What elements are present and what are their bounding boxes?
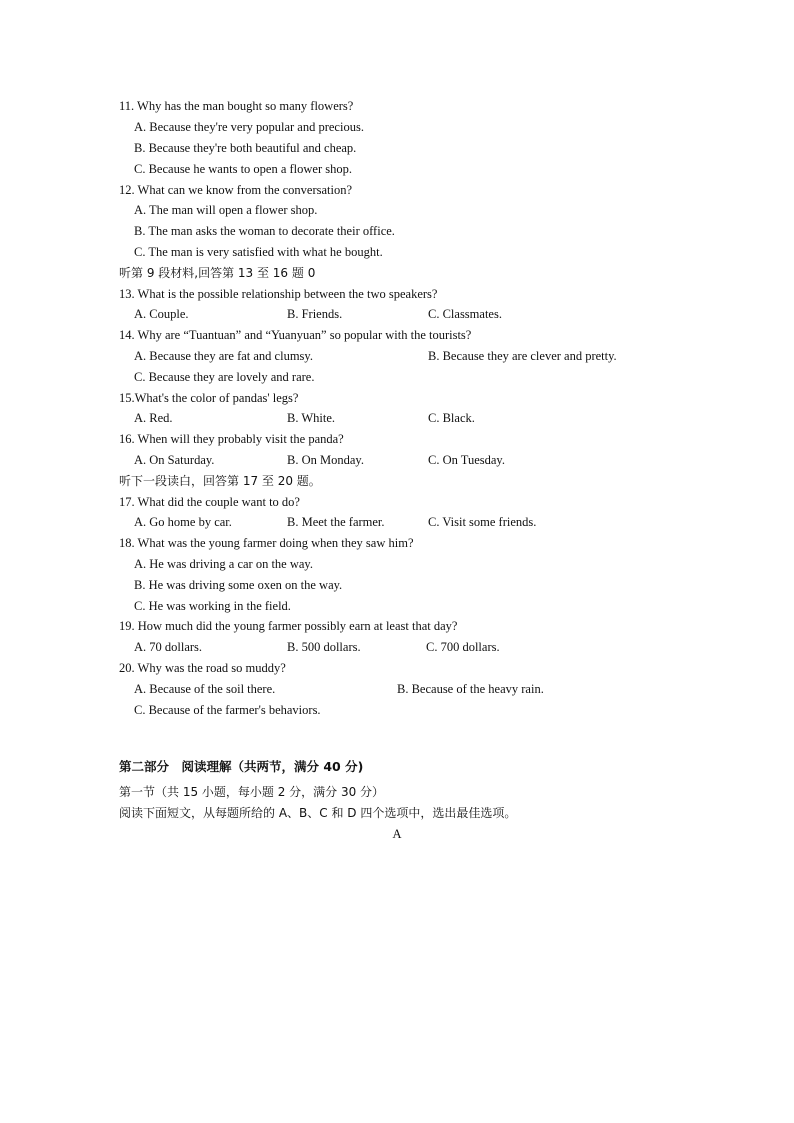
option-12b: B. The man asks the woman to decorate their office. xyxy=(134,224,395,238)
question-20: 20. Why was the road so muddy? xyxy=(119,661,286,675)
option-18c: C. He was working in the field. xyxy=(134,599,291,613)
question-14: 14. Why are “Tuantuan” and “Yuanyuan” so popular with the tourists? xyxy=(119,328,472,342)
option-16c: C. On Tuesday. xyxy=(428,453,505,467)
option-18a: A. He was driving a car on the way. xyxy=(134,557,313,571)
option-17a: A. Go home by car. xyxy=(134,515,232,529)
option-16b: B. On Monday. xyxy=(287,453,364,467)
question-15: 15.What's the color of pandas' legs? xyxy=(119,391,299,405)
option-14b: B. Because they are clever and pretty. xyxy=(428,349,617,363)
option-12c: C. The man is very satisfied with what he bought. xyxy=(134,245,383,259)
option-20b: B. Because of the heavy rain. xyxy=(397,682,544,696)
option-20c: C. Because of the farmer's behaviors. xyxy=(134,703,321,717)
option-11b: B. Because they're both beautiful and cheap. xyxy=(134,141,357,155)
option-20a: A. Because of the soil there. xyxy=(134,682,276,696)
option-17c: C. Visit some friends. xyxy=(428,515,537,529)
question-19: 19. How much did the young farmer possibly earn at least that day? xyxy=(119,619,458,633)
section-2-directions: 阅读下面短文，从每题所给的 A、B、C 和 D 四个选项中，选出最佳选项。 xyxy=(119,806,517,820)
question-11: 11. Why has the man bought so many flowers? xyxy=(119,99,354,113)
option-14a: A. Because they are fat and clumsy. xyxy=(134,349,313,363)
instruction-passage-10: 听下一段读白，回答第 17 至 20 题。 xyxy=(119,474,321,488)
option-13b: B. Friends. xyxy=(287,307,343,321)
question-16: 16. When will they probably visit the panda? xyxy=(119,432,344,446)
option-15c: C. Black. xyxy=(428,411,475,425)
option-13a: A. Couple. xyxy=(134,307,189,321)
option-19b: B. 500 dollars. xyxy=(287,640,361,654)
option-14c: C. Because they are lovely and rare. xyxy=(134,370,315,384)
question-18: 18. What was the young farmer doing when they saw him? xyxy=(119,536,414,550)
question-17: 17. What did the couple want to do? xyxy=(119,495,300,509)
option-18b: B. He was driving some oxen on the way. xyxy=(134,578,343,592)
option-17b: B. Meet the farmer. xyxy=(287,515,385,529)
option-11a: A. Because they're very popular and precious. xyxy=(134,120,364,134)
section-2-title: 第二部分 阅读理解（共两节，满分 40 分) xyxy=(119,759,364,774)
section-2-subsection: 第一节（共 15 小题，每小题 2 分，满分 30 分） xyxy=(119,785,385,799)
question-13: 13. What is the possible relationship between the two speakers? xyxy=(119,287,438,301)
option-13c: C. Classmates. xyxy=(428,307,502,321)
question-12: 12. What can we know from the conversation? xyxy=(119,183,353,197)
passage-label: A xyxy=(392,827,402,841)
option-11c: C. Because he wants to open a flower shop. xyxy=(134,162,352,176)
option-16a: A. On Saturday. xyxy=(134,453,215,467)
option-12a: A. The man will open a flower shop. xyxy=(134,203,318,217)
option-19a: A. 70 dollars. xyxy=(134,640,203,654)
option-15b: B. White. xyxy=(287,411,336,425)
option-19c: C. 700 dollars. xyxy=(426,640,500,654)
option-15a: A. Red. xyxy=(134,411,173,425)
instruction-passage-9: 听第 9 段材料,回答第 13 至 16 题 0 xyxy=(119,266,316,280)
